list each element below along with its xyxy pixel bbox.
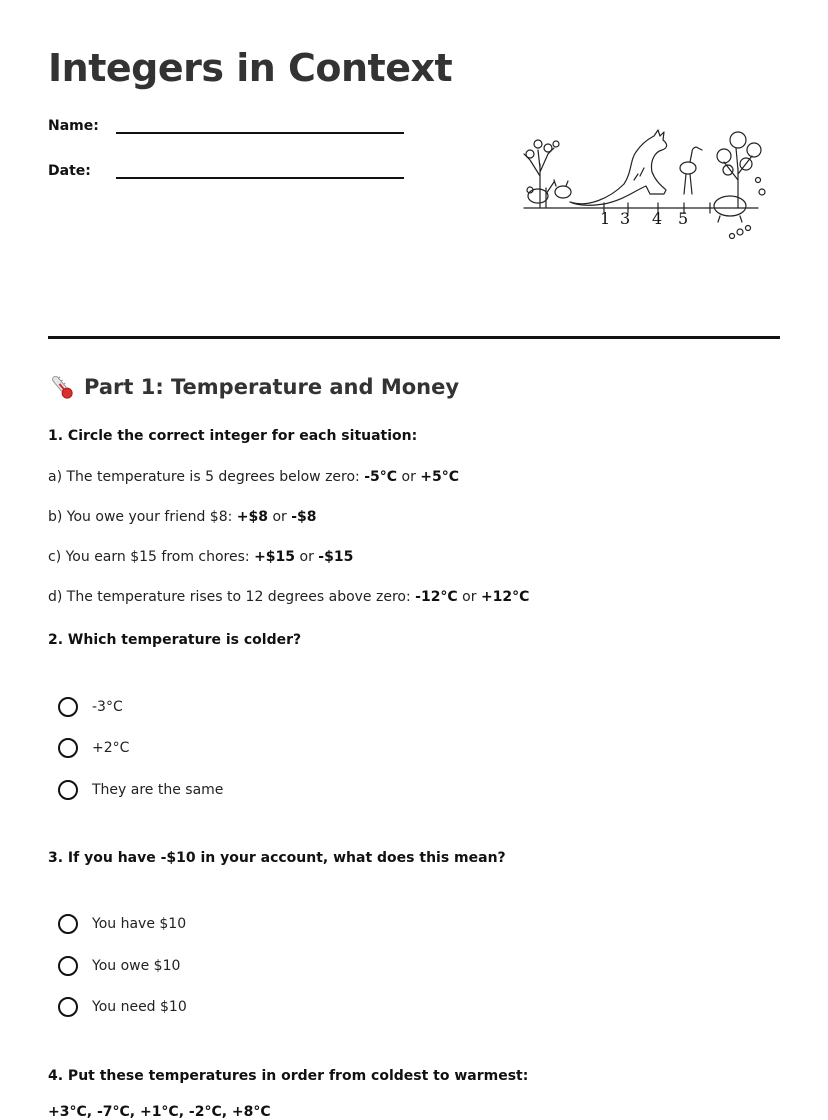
question-1c	[48, 549, 353, 565]
option-label: +2°C	[92, 740, 130, 756]
radio-button[interactable]	[58, 956, 78, 976]
question-2-title: 2. Which temperature is colder?	[48, 632, 302, 648]
question-1a-option-2[interactable]: +5°C	[420, 469, 460, 485]
option-label: You owe $10	[92, 958, 181, 974]
question-1d	[48, 589, 529, 605]
question-1a	[48, 469, 459, 485]
question-1c-option-2[interactable]: -$15	[318, 549, 354, 565]
name-blank-line[interactable]	[116, 118, 404, 134]
number-label-5: 5	[678, 209, 689, 228]
question-1c-or: or	[295, 549, 319, 565]
radio-button[interactable]	[58, 997, 78, 1017]
option-label: -3°C	[92, 699, 123, 715]
thermometer-icon	[48, 373, 76, 401]
question-2-option-2[interactable]	[58, 738, 129, 758]
question-1b	[48, 509, 317, 525]
question-4-title: 4. Put these temperatures in order from coldest to warmest:	[48, 1068, 529, 1084]
number-line-animals-illustration	[518, 124, 774, 246]
option-label: You need $10	[92, 999, 187, 1015]
date-blank-line[interactable]	[116, 163, 404, 179]
radio-button[interactable]	[58, 914, 78, 934]
question-4-temperatures: +3°C, -7°C, +1°C, -2°C, +8°C	[48, 1104, 271, 1120]
question-1c-option-1[interactable]: +$15	[254, 549, 296, 565]
number-label-1: 1	[600, 209, 611, 228]
question-1a-option-1[interactable]: -5°C	[364, 469, 398, 485]
question-1d-or: or	[457, 589, 481, 605]
option-label: They are the same	[92, 782, 224, 798]
name-field[interactable]	[48, 118, 404, 134]
question-3-option-1[interactable]	[58, 914, 186, 934]
question-1c-text: c) You earn $15 from chores:	[48, 549, 255, 565]
number-label-3: 3	[620, 209, 631, 228]
number-label-4: 4	[652, 209, 663, 228]
question-2-option-3[interactable]	[58, 780, 223, 800]
section-divider	[48, 336, 780, 339]
name-label: Name:	[48, 118, 99, 134]
radio-button[interactable]	[58, 697, 78, 717]
page-title: Integers in Context	[48, 46, 453, 90]
question-1d-option-2[interactable]: +12°C	[480, 589, 530, 605]
question-1b-option-2[interactable]: -$8	[291, 509, 317, 525]
question-2-option-1[interactable]	[58, 697, 123, 717]
question-3-option-2[interactable]	[58, 956, 180, 976]
part1-heading-text: Part 1: Temperature and Money	[84, 375, 460, 399]
question-1a-text: a) The temperature is 5 degrees below zero:	[48, 469, 365, 485]
question-3-option-3[interactable]	[58, 997, 187, 1017]
part1-heading	[48, 373, 459, 401]
question-1d-text: d) The temperature rises to 12 degrees above zero:	[48, 589, 416, 605]
question-1b-text: b) You owe your friend $8:	[48, 509, 237, 525]
option-label: You have $10	[92, 916, 187, 932]
question-3-title: 3. If you have -$10 in your account, what does this mean?	[48, 850, 506, 866]
question-1d-option-1[interactable]: -12°C	[415, 589, 458, 605]
radio-button[interactable]	[58, 738, 78, 758]
date-field[interactable]	[48, 163, 404, 179]
question-1a-or: or	[397, 469, 421, 485]
question-1b-option-1[interactable]: +$8	[236, 509, 268, 525]
question-1b-or: or	[268, 509, 292, 525]
question-1-title: 1. Circle the correct integer for each situation:	[48, 428, 418, 444]
radio-button[interactable]	[58, 780, 78, 800]
date-label: Date:	[48, 163, 91, 179]
